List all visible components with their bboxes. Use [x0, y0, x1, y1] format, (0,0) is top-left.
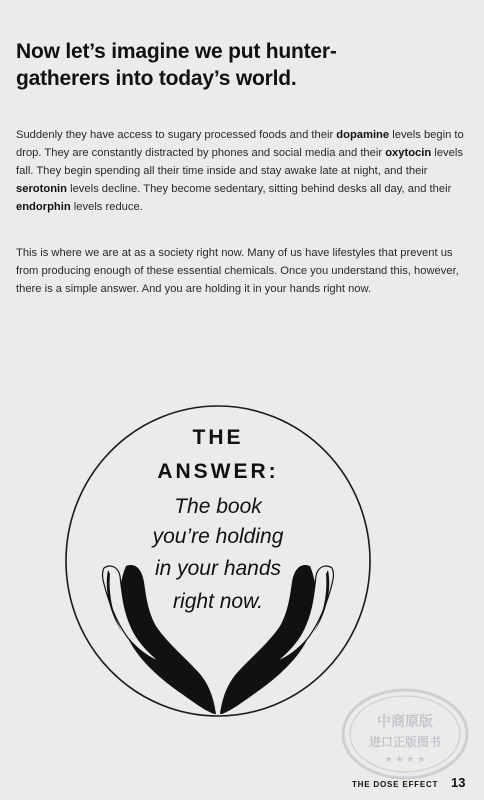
heading-line-2: gatherers into today’s world.: [16, 67, 297, 90]
footer-book-title: THE DOSE EFFECT: [352, 780, 439, 789]
page-number: 13: [451, 775, 466, 790]
page-heading: [16, 38, 456, 92]
keyword-dopamine: dopamine: [336, 129, 390, 141]
paragraph-2: This is where we are at as a society right now. Many of us have lifestyles that prevent us from producing enough of these essential chemicals. Once you understand this, however, there is a simple answer. And you are holding it in your hands right now.: [16, 247, 459, 295]
heading-line-1: Now let’s imagine we put hunter-: [16, 40, 337, 63]
keyword-endorphin: endorphin: [16, 201, 71, 213]
answer-line-6: right now.: [173, 590, 263, 613]
p1-text-3: levels fall. They begin spending all their time inside and stay awake late at night, and their: [16, 147, 463, 177]
paragraph-1: [16, 126, 466, 216]
stamp-seal: [340, 686, 470, 782]
answer-line-3: The book: [174, 495, 262, 518]
p1-text-4: levels decline. They become sedentary, sitting behind desks all day, and their: [66, 183, 452, 195]
keyword-serotonin: serotonin: [16, 183, 67, 195]
p1-text-1: Suddenly they have access to sugary processed foods and their: [16, 129, 337, 141]
p1-text-2: levels begin to drop. They are constantly distracted by phones and social media and their: [16, 129, 464, 159]
svg-text:★ ★ ★ ★: ★ ★ ★ ★: [384, 755, 426, 765]
answer-line-answer: ANSWER:: [157, 460, 279, 483]
answer-line-the: THE: [192, 426, 244, 449]
stamp-line-2: 进口正版图书: [368, 735, 442, 749]
p1-text-5: levels reduce.: [70, 201, 143, 213]
answer-line-4: you’re holding: [152, 525, 284, 548]
keyword-oxytocin: oxytocin: [385, 147, 432, 159]
stamp-line-1: 中商原版: [377, 714, 433, 730]
answer-line-5: in your hands: [154, 557, 282, 580]
